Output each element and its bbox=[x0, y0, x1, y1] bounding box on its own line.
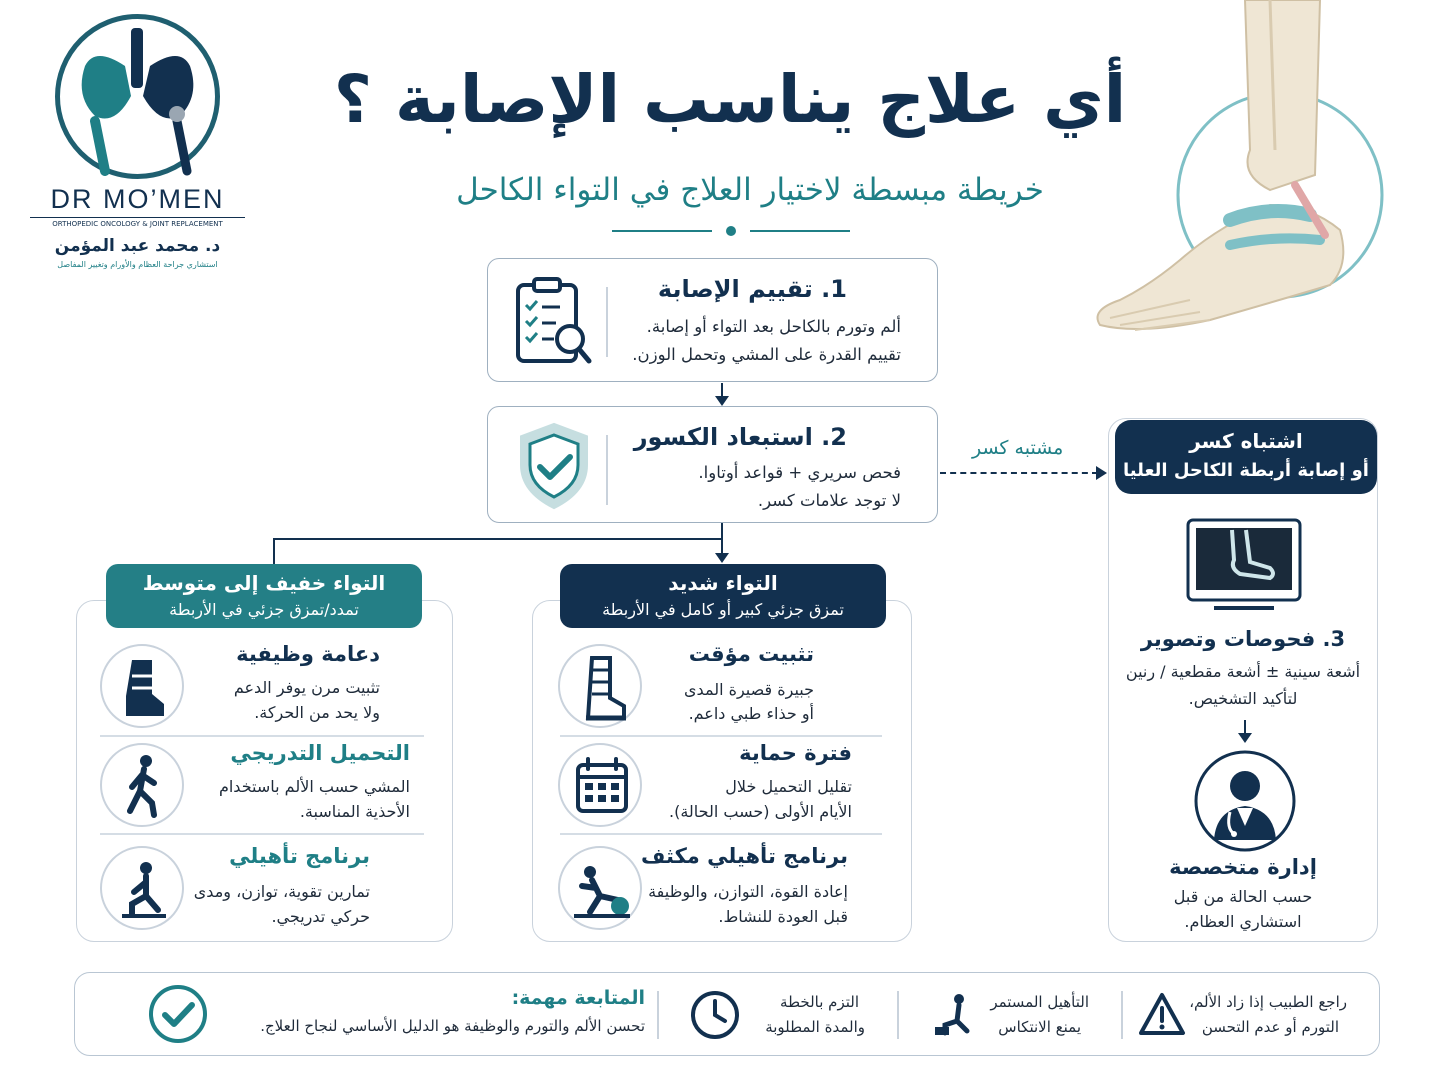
commit-line-2: والمدة المطلوبة bbox=[765, 1018, 865, 1036]
pelvis-icon bbox=[65, 26, 210, 176]
xray-monitor-icon bbox=[1184, 516, 1304, 616]
severe-divider-2 bbox=[560, 833, 882, 835]
logo bbox=[30, 14, 245, 269]
page-title: أي علاج يناسب الإصابة ؟ bbox=[333, 61, 1127, 138]
severe-item-rehab-line-2: قبل العودة للنشاط. bbox=[718, 907, 848, 926]
step-2-heading: 2. استبعاد الكسور bbox=[633, 423, 847, 451]
mild-header bbox=[106, 564, 422, 628]
boot-icon-circle bbox=[558, 644, 642, 728]
rehab-cell bbox=[989, 973, 1089, 1057]
commit-cell bbox=[755, 973, 865, 1057]
warning-icon bbox=[1137, 991, 1187, 1037]
followup-title: المتابعة مهمة: bbox=[511, 987, 645, 1009]
severe-item-protection bbox=[558, 737, 852, 833]
followup-cell bbox=[225, 973, 645, 1057]
severe-item-rehab-line-1: إعادة القوة، التوازن، والوظيفة bbox=[648, 882, 848, 901]
severe-header bbox=[560, 564, 886, 628]
bottom-separator-1 bbox=[657, 991, 659, 1039]
mild-subtitle: تمدد/تمزق جزئي في الأربطة bbox=[169, 600, 359, 619]
doctor-icon bbox=[1192, 748, 1298, 854]
bottom-bar bbox=[74, 972, 1380, 1056]
logo-brand-sub: ORTHOPEDIC ONCOLOGY & JOINT REPLACEMENT bbox=[30, 217, 245, 228]
logo-brand: DR MO’MEN bbox=[50, 184, 225, 214]
mild-item-rehab-line-1: تمارين تقوية، توازن، ومدى bbox=[193, 882, 370, 901]
mild-item-weight bbox=[100, 737, 410, 833]
exam-line-1: أشعة سينية ± أشعة مقطعية / رنين bbox=[1125, 662, 1361, 681]
mild-item-rehab-line-2: حركي تدريجي. bbox=[271, 907, 370, 926]
severe-item-immobilize bbox=[558, 638, 814, 734]
mild-item-rehab bbox=[100, 840, 370, 936]
severe-item-immobilize-line-2: أو حذاء طبي داعم. bbox=[688, 704, 814, 723]
commit-line-1: التزم بالخطة bbox=[780, 993, 859, 1011]
ankle-illustration bbox=[1080, 0, 1410, 340]
fracture-title-2: أو إصابة أربطة الكاحل العليا bbox=[1123, 460, 1369, 481]
warning-line-2: التورم أو عدم التحسن bbox=[1201, 1018, 1339, 1036]
shield-check-icon bbox=[512, 419, 596, 515]
followup-text: تحسن الألم والتورم والوظيفة هو الدليل الأساسي لنجاح العلاج. bbox=[260, 1017, 645, 1035]
step-1-line-1: ألم وتورم بالكاحل بعد التواء أو إصابة. bbox=[646, 317, 901, 336]
clock-icon bbox=[689, 989, 741, 1041]
step-1-box bbox=[487, 258, 938, 382]
suspected-fracture-arrow bbox=[940, 472, 1098, 474]
arrow-step1-step2-head bbox=[715, 396, 729, 406]
fracture-title-1: اشتباه كسر bbox=[1189, 429, 1303, 453]
warning-line-1: راجع الطبيب إذا زاد الألم، bbox=[1189, 993, 1347, 1011]
step-1-line-2: تقييم القدرة على المشي وتحمل الوزن. bbox=[632, 345, 901, 364]
connector-severe-head bbox=[715, 553, 729, 563]
severe-title: التواء شديد bbox=[668, 571, 778, 595]
page-subtitle: خريطة مبسطة لاختيار العلاج في التواء الكاحل bbox=[456, 172, 1044, 208]
warning-cell bbox=[1189, 973, 1347, 1057]
severe-item-protection-line-2: الأيام الأولى (حسب الحالة). bbox=[669, 802, 852, 821]
mild-item-brace-heading: دعامة وظيفية bbox=[236, 642, 380, 666]
walking-icon-circle bbox=[100, 743, 184, 827]
brace-icon-circle bbox=[100, 644, 184, 728]
step-2-box bbox=[487, 406, 938, 523]
mgmt-heading: إدارة متخصصة bbox=[1169, 855, 1317, 879]
mild-item-rehab-heading: برنامج تأهيلي bbox=[229, 844, 370, 868]
mild-item-weight-line-2: الأحذية المناسبة. bbox=[299, 802, 410, 821]
mild-item-brace-line-1: تثبيت مرن يوفر الدعم bbox=[233, 678, 380, 697]
mild-item-weight-heading: التحميل التدريجي bbox=[230, 741, 410, 765]
severe-item-protection-line-1: تقليل التحميل خلال bbox=[725, 777, 852, 796]
rehab-line-1: التأهيل المستمر bbox=[990, 993, 1089, 1011]
calendar-icon-circle bbox=[558, 743, 642, 827]
exam-heading: 3. فحوصات وتصوير bbox=[1140, 627, 1346, 651]
severe-item-immobilize-heading: تثبيت مؤقت bbox=[688, 642, 814, 666]
step-2-line-1: فحص سريري + قواعد أوتاوا. bbox=[698, 463, 901, 482]
rehab-line-2: يمنع الانتكاس bbox=[998, 1018, 1081, 1036]
severe-item-rehab bbox=[558, 840, 848, 936]
arrow-exam-mgmt-head bbox=[1238, 733, 1252, 743]
arrow-step1-step2 bbox=[721, 383, 723, 397]
fracture-header bbox=[1115, 420, 1377, 494]
suspected-fracture-label: مشتبه كسر bbox=[972, 437, 1064, 459]
ankle-brace-icon bbox=[102, 646, 186, 730]
step-2-line-2: لا توجد علامات كسر. bbox=[757, 491, 901, 510]
intensive-rehab-icon-circle bbox=[558, 846, 642, 930]
mild-item-brace bbox=[100, 638, 380, 734]
kneeling-exercise-icon bbox=[102, 848, 186, 932]
arrow-exam-mgmt bbox=[1244, 720, 1246, 734]
mild-item-weight-line-1: المشي حسب الألم باستخدام bbox=[218, 777, 410, 796]
check-circle-icon bbox=[147, 983, 209, 1045]
bottom-separator-2 bbox=[897, 991, 899, 1039]
connector-mild bbox=[273, 538, 275, 566]
stretching-exercise-icon bbox=[560, 848, 644, 932]
severe-item-rehab-heading: برنامج تأهيلي مكثف bbox=[641, 844, 848, 868]
mgmt-line-2: استشاري العظام. bbox=[1184, 912, 1302, 931]
walking-person-icon bbox=[102, 745, 186, 829]
severe-item-protection-heading: فترة حماية bbox=[739, 741, 852, 765]
clipboard-icon bbox=[512, 273, 596, 369]
walking-boot-icon bbox=[560, 646, 644, 730]
rehab-exercise-icon bbox=[929, 989, 979, 1039]
connector-main bbox=[721, 523, 723, 557]
step-1-heading: 1. تقييم الإصابة bbox=[657, 275, 847, 303]
mgmt-line-1: حسب الحالة من قبل bbox=[1173, 887, 1313, 906]
suspected-fracture-arrow-head bbox=[1096, 466, 1107, 480]
severe-item-immobilize-line-1: جبيرة قصيرة المدى bbox=[684, 680, 814, 699]
connector-horizontal bbox=[273, 538, 723, 540]
exam-line-2: لتأكيد التشخيص. bbox=[1188, 689, 1298, 708]
step-1-separator bbox=[606, 287, 608, 357]
mild-title: التواء خفيف إلى متوسط bbox=[142, 571, 386, 595]
logo-doctor-name: د. محمد عبد المؤمن bbox=[54, 236, 221, 256]
bottom-separator-3 bbox=[1121, 991, 1123, 1039]
calendar-icon bbox=[560, 745, 644, 829]
subtitle-divider bbox=[612, 230, 852, 233]
mild-item-brace-line-2: ولا يحد من الحركة. bbox=[254, 703, 380, 722]
rehab-icon-circle bbox=[100, 846, 184, 930]
severe-subtitle: تمزق جزئي كبير أو كامل في الأربطة bbox=[602, 600, 844, 619]
logo-doctor-title: استشاري جراحة العظام والأورام وتغيير المفاصل bbox=[57, 260, 218, 269]
step-2-separator bbox=[606, 435, 608, 505]
mild-divider-2 bbox=[100, 833, 424, 835]
